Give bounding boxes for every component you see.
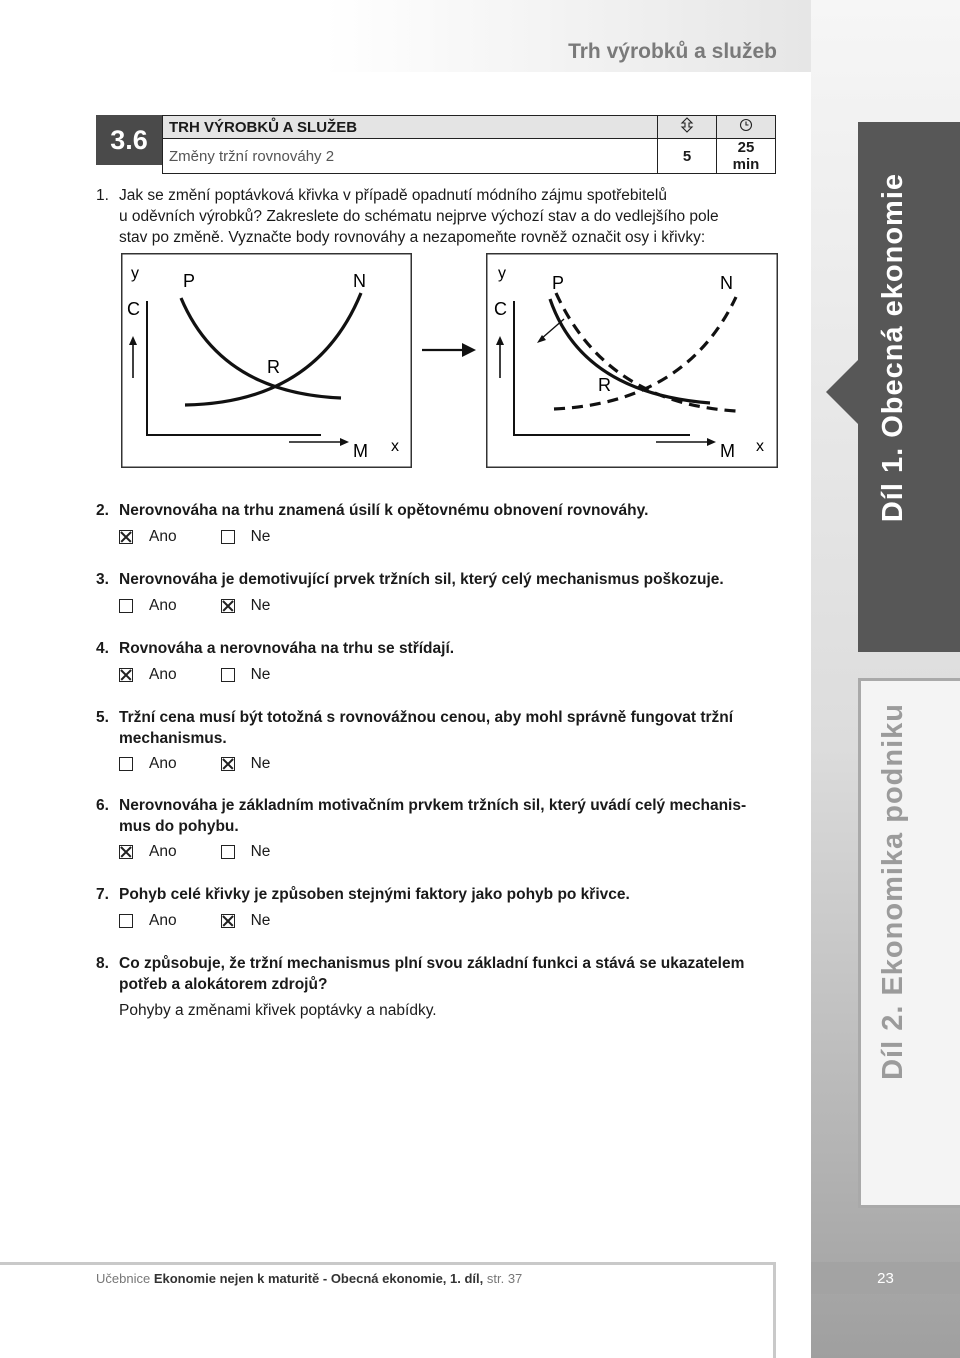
footer-reference: [96, 1271, 522, 1286]
answer-no-label: Ne: [250, 755, 271, 772]
difficulty-arrows-icon: [658, 116, 717, 139]
question-number: 8.: [96, 955, 109, 972]
quantity-label: M: [353, 441, 368, 461]
answer-yes-label: Ano: [149, 666, 177, 683]
supply-curve-label: N: [720, 273, 733, 293]
unit-time: 25 min: [717, 139, 776, 174]
question-4-answers: [119, 666, 314, 684]
question-6: [96, 795, 780, 837]
footer-book-title: Ekonomie nejen k maturitě - Obecná ekonomie, 1. díl,: [153, 1271, 484, 1286]
question-8-line-1: Co způsobuje, že tržní mechanismus plní svou základní funkci a stává se ukazatelem: [119, 955, 745, 972]
question-1-line-3: stav po změně. Vyznačte body rovnováhy a nezapomeňte rovněž označit osy i křivky:: [119, 229, 706, 246]
question-4: [96, 638, 780, 659]
question-number: 4.: [96, 640, 109, 657]
section-tab-1-label: Díl 1. Obecná ekonomie: [877, 172, 909, 522]
checkbox-no[interactable]: [221, 668, 235, 682]
clock-icon: [717, 116, 776, 139]
section-tab-2-label: Díl 2. Ekonomika podniku: [877, 703, 909, 1080]
footer-page-ref: str. 37: [486, 1271, 523, 1286]
demand-curve-label: P: [183, 271, 196, 291]
answer-yes-label: Ano: [149, 528, 177, 545]
quantity-label: M: [720, 441, 735, 461]
question-2: [96, 500, 780, 521]
question-1-line-1: Jak se změní poptávková křivka v případě opadnutí módního zájmu spotřebitelů: [119, 187, 667, 204]
question-text-cont: mus do pohybu.: [119, 818, 239, 835]
footer-prefix: Učebnice: [96, 1271, 151, 1286]
question-1: [96, 185, 780, 248]
demand-curve: [181, 298, 341, 398]
question-5-answers: [119, 755, 314, 773]
checkbox-no[interactable]: [221, 530, 235, 544]
question-text: Pohyb celé křivky je způsoben stejnými faktory jako pohyb po křivce.: [119, 886, 630, 903]
new-demand-curve: [550, 299, 710, 403]
checkbox-yes-checked[interactable]: [119, 845, 133, 859]
x-axis-label: x: [756, 438, 764, 455]
question-8-line-2: potřeb a alokátorem zdrojů?: [119, 976, 328, 993]
answer-no-label: Ne: [250, 843, 271, 860]
checkbox-no-checked[interactable]: [221, 914, 235, 928]
footer-divider: [0, 1262, 776, 1265]
unit-difficulty: 5: [658, 139, 717, 174]
section-tab-2[interactable]: [858, 678, 960, 1208]
answer-yes-label: Ano: [149, 755, 177, 772]
footer-divider-vertical: [773, 1262, 776, 1358]
question-3: [96, 569, 780, 590]
equilibrium-label: R: [267, 357, 280, 377]
supply-curve-label: N: [353, 271, 366, 291]
checkbox-yes[interactable]: [119, 599, 133, 613]
checkbox-no[interactable]: [221, 845, 235, 859]
unit-title: TRH VÝROBKŮ A SLUŽEB: [163, 116, 658, 139]
question-number: 3.: [96, 571, 109, 588]
question-number: 7.: [96, 886, 109, 903]
question-3-answers: [119, 597, 314, 615]
demand-curve-label: P: [552, 273, 565, 293]
page-number: 23: [811, 1262, 960, 1294]
checkbox-yes-checked[interactable]: [119, 530, 133, 544]
section-tab-1[interactable]: [858, 122, 960, 652]
question-number: 5.: [96, 709, 109, 726]
unit-subtitle: Změny tržní rovnováhy 2: [163, 139, 658, 174]
question-text: Nerovnováha je demotivující prvek tržních sil, který celý mechanismus poškozuje.: [119, 571, 724, 588]
axes: [147, 301, 321, 435]
answer-no-label: Ne: [250, 597, 271, 614]
checkbox-no-checked[interactable]: [221, 599, 235, 613]
section-tab-arrow: [826, 358, 860, 426]
question-2-answers: [119, 528, 314, 546]
question-7-answers: [119, 912, 314, 930]
arrow-up-icon: [496, 336, 504, 345]
unit-header-table: [162, 115, 776, 174]
answer-no-label: Ne: [250, 666, 271, 683]
x-axis-label: x: [391, 438, 399, 455]
question-8-answer: Pohyby a změnami křivek poptávky a nabídky.: [119, 1002, 437, 1019]
price-label: C: [127, 299, 140, 319]
diagram-after-change: [486, 253, 778, 468]
y-axis-label: y: [131, 265, 139, 282]
unit-number: 3.6: [96, 115, 162, 165]
question-text: Tržní cena musí být totožná s rovnovážnou cenou, aby mohl správně fungovat tržní: [119, 709, 734, 726]
checkbox-yes[interactable]: [119, 757, 133, 771]
question-text: Rovnováha a nerovnováha na trhu se střídají.: [119, 640, 455, 657]
question-5: [96, 707, 780, 749]
answer-yes-label: Ano: [149, 843, 177, 860]
question-1-line-2: u oděvních výrobků? Zakreslete do schématu nejprve výchozí stav a do vedlejšího pole: [119, 208, 719, 225]
checkbox-yes[interactable]: [119, 914, 133, 928]
question-8: [96, 953, 780, 995]
arrow-up-icon: [129, 336, 137, 345]
answer-yes-label: Ano: [149, 912, 177, 929]
answer-no-label: Ne: [250, 528, 271, 545]
question-text: Nerovnováha je základním motivačním prvkem tržních sil, který uvádí celý mechanis-: [119, 797, 747, 814]
page-header-title: Trh výrobků a služeb: [568, 40, 777, 63]
question-7: [96, 884, 780, 905]
equilibrium-label: R: [598, 375, 611, 395]
checkbox-no-checked[interactable]: [221, 757, 235, 771]
transition-arrow-icon: [420, 338, 480, 362]
question-text: Nerovnováha na trhu znamená úsilí k opětovnému obnovení rovnováhy.: [119, 502, 649, 519]
question-number: 1.: [96, 187, 109, 204]
answer-yes-label: Ano: [149, 597, 177, 614]
diagram-initial-state: [121, 253, 412, 468]
question-6-answers: [119, 843, 314, 861]
question-number: 6.: [96, 797, 109, 814]
price-label: C: [494, 299, 507, 319]
question-text-cont: mechanismus.: [119, 730, 227, 747]
y-axis-label: y: [498, 265, 506, 282]
arrow-right-icon: [340, 438, 349, 446]
question-number: 2.: [96, 502, 109, 519]
answer-no-label: Ne: [250, 912, 271, 929]
arrow-right-icon: [707, 438, 716, 446]
supply-curve: [185, 293, 361, 405]
checkbox-yes-checked[interactable]: [119, 668, 133, 682]
